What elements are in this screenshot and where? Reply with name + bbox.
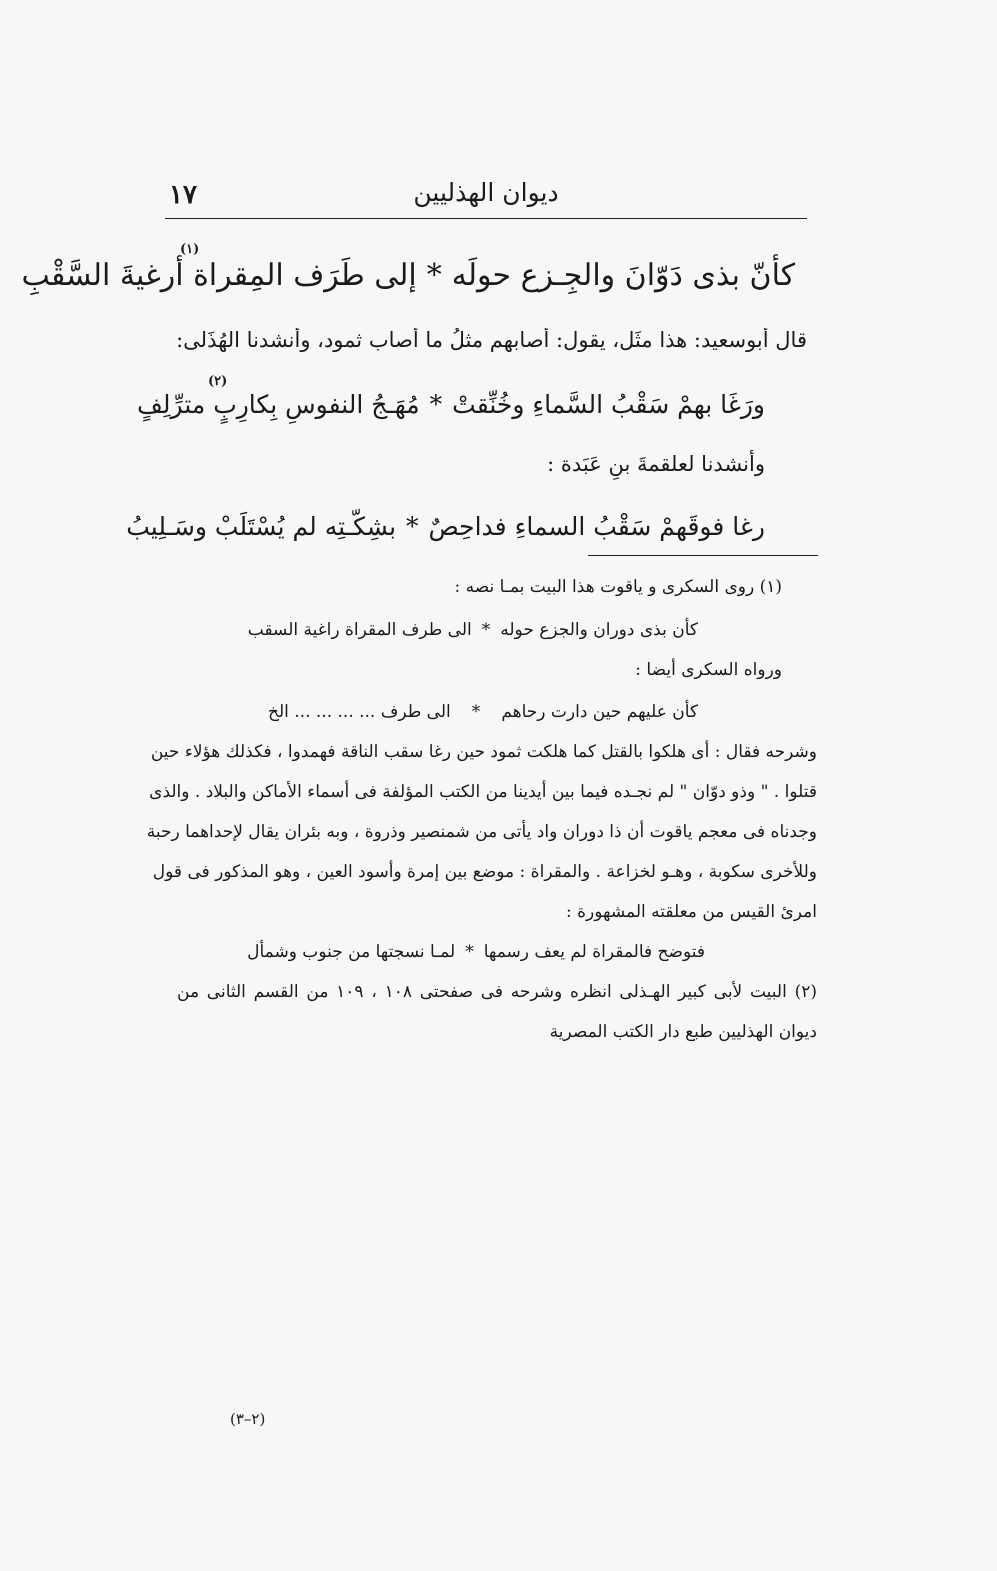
footnote-para-line: وللأخرى سكوبة ، وهـو لخزاعة . والمقراة : موضع بين إمرة وأسود العين ، وهو المذكور فى قول — [152, 862, 817, 882]
verse-3-first-hemistich: رغا فوقَهمْ سَقْبُ السماءِ فداحِصٌ — [428, 512, 765, 541]
footnote-para-line: قتلوا . " وذو دوّان " لم نجـده فيما بين أيدينا من الكتب المؤلفة فى أسماء الأماكن والبلاد . والذى — [149, 782, 817, 802]
running-title: ديوان الهذليين — [413, 178, 559, 207]
intro-line: وأنشدنا لعلقمةَ بنِ عَبَدة : — [547, 452, 765, 476]
footnote-ref-2: (٢) — [208, 374, 228, 389]
footnote-verse-a-second: الى طرف المقراة راغية السقب — [247, 620, 472, 640]
verse-separator: * — [426, 258, 442, 293]
printer-signature: (٢–٣) — [230, 1410, 266, 1428]
verse-separator: * — [481, 620, 491, 640]
footnote-1-line2: ورواه السكرى أيضا : — [635, 660, 782, 680]
main-verse-second-hemistich: إلى طَرَف المِقراة أرغيةَ السَّقْبِ — [21, 258, 417, 293]
footnote-2-line: ديوان الهذليين طبع دار الكتب المصرية — [549, 1022, 817, 1042]
verse-3 — [126, 512, 765, 541]
page-number: ١٧ — [169, 180, 197, 210]
footnote-verse-a — [247, 620, 698, 640]
footnote-ref-1: (١) — [180, 242, 200, 257]
verse-separator: * — [471, 702, 481, 722]
verse-2-second-hemistich: مُهَـجُ النفوسِ بِكارِبٍ مترِّلِفٍ — [137, 390, 420, 419]
verse-2-first-hemistich: ورَغَا بهمْ سَقْبُ السَّماءِ وخُنِّقتْ — [452, 390, 765, 419]
footnote-para-line: وشرحه فقال : أى هلكوا بالقتل كما هلكت ثمود حين رغا سقب الناقة فهمدوا ، فكذلك هؤلاء حين — [150, 742, 817, 762]
footnote-verse-c-second: لمـا نسجتها من جنوب وشمأل — [247, 942, 456, 962]
verse-separator: * — [465, 942, 474, 962]
footnote-1-intro: (١) روى السكرى و ياقوت هذا البيت بمـا نصه : — [454, 577, 782, 597]
verse-separator: * — [406, 512, 419, 541]
commentary-line: قال أبوسعيد: هذا مثَل، يقول: أصابهم مثلُ ما أصاب ثمود، وأنشدنا الهُذَلى: — [176, 328, 807, 352]
verse-2 — [137, 390, 765, 419]
footnote-para-line: امرئ القيس من معلقته المشهورة : — [565, 902, 817, 922]
footnote-2-line: (٢) البيت لأبى كبير الهـذلى انظره وشرحه فى صفحتى ١٠٨ ، ١٠٩ من القسم الثانى من — [177, 982, 817, 1002]
footnote-verse-b — [268, 702, 698, 722]
footnote-verse-b-first: كأن عليهم حين دارت رحاهم — [501, 702, 698, 722]
footnote-verse-c-first: فتوضح فالمقراة لم يعف رسمها — [483, 942, 705, 962]
footnote-verse-a-first: كأن بذى دوران والجزع حوله — [500, 620, 698, 640]
main-verse — [21, 258, 795, 293]
footnote-rule — [588, 555, 818, 556]
footnote-para-line: وجدناه فى معجم ياقوت أن ذا دوران واد يأتى من شمنصير وذروة ، وبه بئران يقال لإحداهما رحبة — [146, 822, 817, 842]
verse-separator: * — [429, 390, 443, 419]
footnote-verse-c — [247, 942, 705, 962]
footnote-verse-b-second: الى طرف ... ... ... ... الخ — [268, 702, 451, 722]
page-header — [165, 178, 807, 219]
main-verse-first-hemistich: كأنّ بذى دَوّانَ والجِـزع حولَه — [451, 258, 795, 293]
verse-3-second-hemistich: بشِكّـتِه لم يُسْتَلَبْ وسَـلِيبُ — [126, 512, 397, 541]
